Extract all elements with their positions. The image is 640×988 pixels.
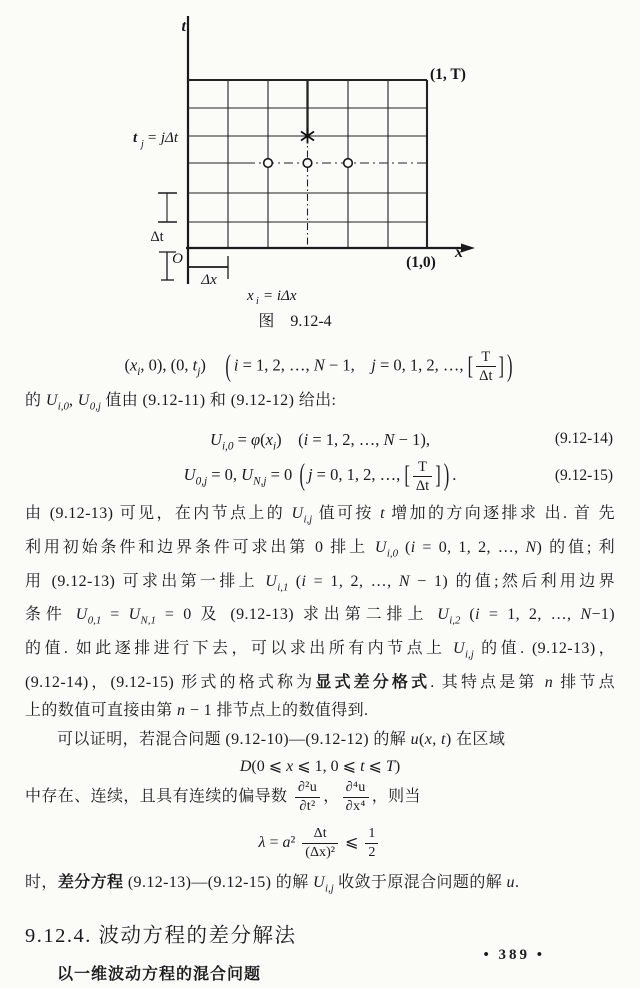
formula-9-12-14-body: $U_{i,0} = \varphi(x_i)$ (i = 1, 2, …, N − 1), [210,430,430,453]
text-line-derivatives: 中存在、连续，且具有连续的偏导数 $\frac{\text{∂²u}}{\text{∂t²}}$ ， $\frac{\text{∂⁴u}}{\text{∂x⁴}}$ ，则当 [25,779,421,815]
stencil-circle-left [264,159,273,168]
text-line: 上的数值可直接由第 n − 1 排节点上的数值得到. [25,702,369,720]
stencil-circles [264,159,353,168]
text-line: 时，差分方程 (9.12-13)—(9.12-15) 的解 $U_{i,j}$ 收敛于原混合问题的解 u. [25,873,520,895]
text-line: 的值. 如此逐排进行下去，可以求出所有内节点上 $U_{i,j}$ 的值. (9.12-13)， [25,640,616,661]
caption-formula-x: x [247,288,254,304]
lambda-condition-formula: λ = a² $\frac{\Delta t}{\text{(Δx)²}}$ ⩽ $\frac{1}{2}$ [25,826,615,861]
delta-x-label: Δx [201,272,217,288]
node-set-formula: ($x_i$, 0), (0, $t_j$) ( i = 1, 2, …, N − 1, j = 0, 1, 2, …, [ $\frac{T}{\Delta t}$ ] ) [124,347,513,385]
text-line: 利用初始条件和边界条件可求出第 0 排上 $U_{i,0}$ (i = 0, 1, 2, …, N) 的值; 利 [25,538,615,560]
text-line: 用 (9.12-13) 可求出第一排上 $U_{i,1}$ (i = 1, 2, …, N − 1) 的值;然后利用边界 [25,572,615,594]
formula-9-12-15 [25,456,615,495]
figure-caption: 图 9.12-4 [258,313,332,330]
caption-formula-sub: i [256,296,259,307]
stencil-circle-right [344,159,353,168]
origin-label: O [172,251,183,267]
page-number: • 389 • [483,947,545,963]
axes [186,16,475,284]
formula-9-12-15-body: $U_{0,j} = 0$, $U_{N,j} = 0$ ( j = 0, 1, 2, …, [ $\frac{T}{\Delta t}$ ] ) . [183,456,457,494]
bottom-right-corner-label: (1,0) [406,254,436,271]
x-axis-arrow-icon [461,244,475,253]
paragraph-explicit-scheme [25,500,615,726]
text-line: 条件 $U_{0,1} = U_{N,1} = 0$ 及 (9.12-13) 求出第二排上 $U_{i,2}$ (i = 1, 2, …, N−1) [25,606,615,627]
formula-9-12-14 [25,426,615,452]
equation-number-15: (9.12-15) [554,467,613,485]
stencil-circle-center [303,159,312,168]
dt-bracket [158,193,177,222]
figure-9-12-4 [0,0,640,332]
equation-number-14: (9.12-14) [554,430,613,448]
caption-formula-eq: = iΔx [263,288,297,304]
paragraph-convergence [25,726,615,903]
row-label-eq: = jΔt [147,130,179,146]
text-line: 可以证明，若混合问题 (9.12-10)—(9.12-12) 的解 u(x, t) 在区域 [57,730,506,748]
page-body [0,349,640,984]
section-heading: 9.12.4. 波动方程的差分解法 [25,925,297,948]
t-axis-label: t [181,18,186,35]
top-right-corner-label: (1, T) [430,66,466,83]
row-label-t: t [133,130,138,146]
domain-formula: D(0 ⩽ x ⩽ 1, 0 ⩽ t ⩽ T) [239,758,401,776]
values-given-line: 的 $U_{i,0}$, $U_{0,j}$ 值由 (9.12-11) 和 (9.12-12) 给出: [25,391,337,412]
text-line: (9.12-14)，(9.12-15) 形式的格式称为显式差分格式. 其特点是第 n 排节点 [25,673,615,691]
row-label-sub: j [141,139,144,150]
x-axis-label: x [455,244,463,261]
delta-t-label: Δt [150,229,164,245]
sub-heading: 以一维波动方程的混合问题 [57,966,262,984]
text-line: 由 (9.12-13) 可见，在内节点上的 $U_{i,j}$ 值可按 t 增加的方向逐排求 出. 首 先 [25,505,615,526]
